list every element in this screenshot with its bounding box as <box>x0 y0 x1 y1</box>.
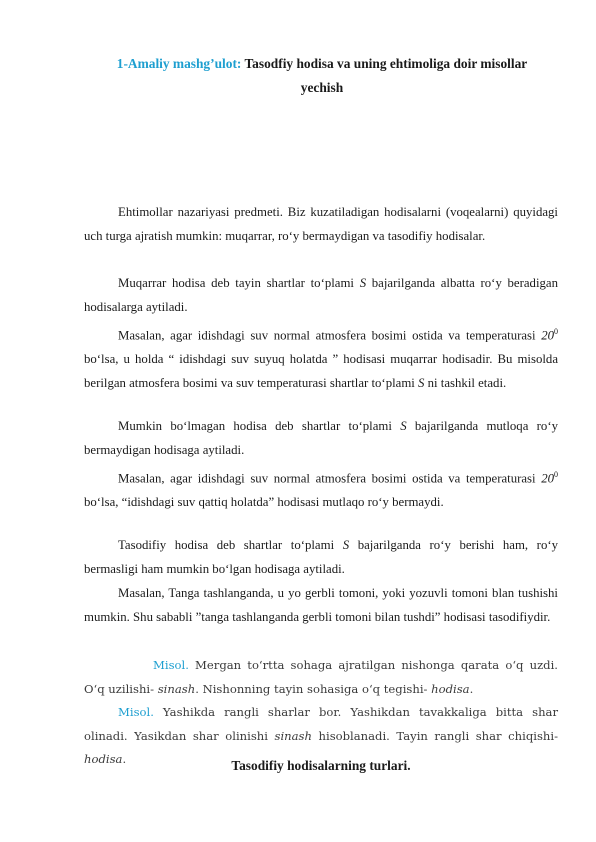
term-event: hodisa <box>431 681 470 696</box>
text-span: Mumkin bo‘lmagan hodisa deb shartlar to‘plami <box>118 419 401 433</box>
paragraph-certain-event <box>84 272 558 319</box>
set-symbol: S <box>418 375 425 390</box>
term-event: hodisa <box>84 752 123 767</box>
text-span: hisoblanadi. Tayin rangli shar chiqishi- <box>311 728 558 743</box>
text-span: Masalan, agar idishdagi suv normal atmosfera bosimi ostida va temperaturasi <box>118 471 542 486</box>
degree-sup: 0 <box>554 470 558 479</box>
document-title <box>84 52 560 75</box>
text-span: ni tashkil etadi. <box>424 375 507 390</box>
set-symbol: S <box>342 538 350 552</box>
title-prefix: 1-Amaliy mashg’ulot: <box>116 56 242 71</box>
set-symbol: S <box>400 419 407 433</box>
title-line-1: Tasodfiy hodisa va uning ehtimoliga doir misollar <box>241 56 528 71</box>
paragraph-impossible-example <box>84 463 558 515</box>
section-heading: Tasodifiy hodisalarning turlari. <box>231 758 411 773</box>
text-span: Tasodifiy hodisa deb shartlar to‘plami <box>118 538 343 552</box>
text-span: bo‘lsa, u holda “ idishdagi suv suyuq holatda ” hodisasi muqarrar hodisadir. Bu misolda berilgan atmosfera bosimi va suv temperaturasi shartlar to‘plami <box>84 351 558 390</box>
text-span: Masalan, agar idishdagi suv normal atmosfera bosimi ostida va temperaturasi <box>118 328 542 343</box>
example-label: Misol. <box>153 658 189 672</box>
paragraph-coin-example: Masalan, Tanga tashlanganda, u yo gerbli tomoni, yoki yozuvli tomoni blan tushishi mumkin. Shu sababli ”tanga tashlanganda gerbli tomoni bilan tushdi” hodisasi tasodifiydir. <box>84 586 558 624</box>
temperature-value: 20 <box>541 328 554 343</box>
example-label: Misol. <box>118 705 154 719</box>
set-symbol: S <box>359 276 367 290</box>
term-trial: sinash <box>274 728 312 743</box>
text-span: . <box>122 752 127 767</box>
degree-sup: 0 <box>554 327 558 336</box>
text-span: . <box>469 681 474 696</box>
text-span: bo‘lsa, “idishdagi suv qattiq holatda” hodisasi mutlaqo ro‘y bermaydi. <box>84 494 444 509</box>
text-span: bajarilganda mutloqa ro‘y bermaydigan hodisaga aytiladi. <box>84 419 558 457</box>
paragraph-intro: Ehtimollar nazariyasi predmeti. Biz kuzatiladigan hodisalarni (voqealarni) quyidagi uch turga ajratish mumkin: muqarrar, ro‘y bermaydigan va tasodifiy hodisalar. <box>84 205 558 243</box>
paragraph-random-event <box>84 534 558 581</box>
document-title-line-2: yechish <box>300 80 344 95</box>
text-span: Yashikda rangli sharlar bor. Yashikdan tavakkaliga bitta shar olinadi. Yasikdan shar olinishi <box>84 705 558 743</box>
text-span: Muqarrar hodisa deb tayin shartlar to‘plami <box>118 276 360 290</box>
text-span: bajarilganda ro‘y berishi ham, ro‘y bermasligi ham mumkin bo‘lgan hodisaga aytiladi. <box>84 538 559 576</box>
text-span: bajarilganda albatta ro‘y beradigan hodisalarga aytiladi. <box>84 276 558 314</box>
paragraph-impossible-event <box>84 415 558 462</box>
temperature-value: 20 <box>541 471 554 486</box>
term-trial: sinash <box>157 681 196 696</box>
text-span: Mergan to‘rtta sohaga ajratilgan nishonga qarata o‘q uzdi. O‘q uzilishi- <box>84 658 558 696</box>
paragraph-certain-example <box>84 320 558 395</box>
example-shooter <box>84 654 558 701</box>
text-span: . Nishonning tayin sohasiga o‘q tegishi- <box>195 681 432 696</box>
